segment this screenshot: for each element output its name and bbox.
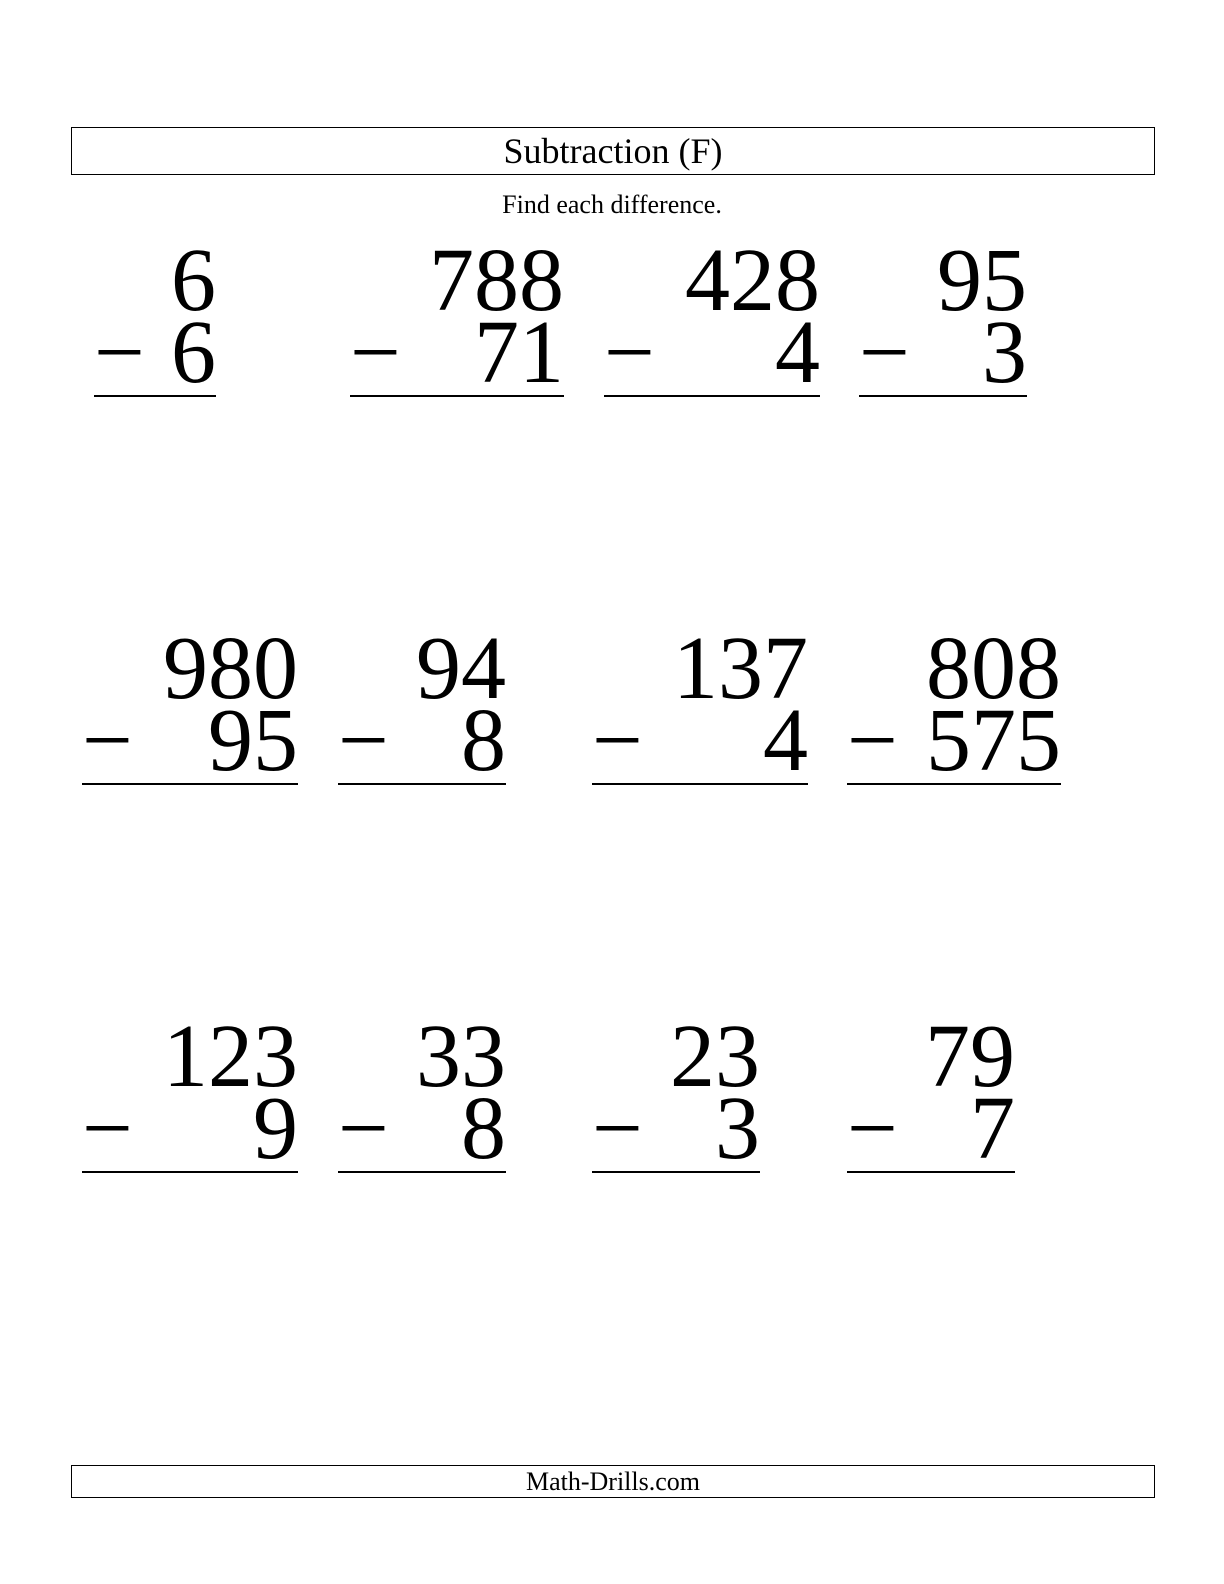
problem-4: [859, 231, 1027, 402]
minuend: 980: [163, 619, 298, 718]
subtrahend: 6: [171, 303, 216, 402]
subtrahend: 4: [775, 303, 820, 402]
minuend: 808: [926, 619, 1061, 718]
minuend: 6: [171, 231, 216, 330]
minus-sign: −: [94, 303, 145, 402]
problem-2: [350, 231, 564, 402]
minus-sign: −: [592, 691, 643, 790]
problem-5: [82, 619, 298, 790]
minus-sign: −: [847, 1079, 898, 1178]
subtrahend: 3: [982, 303, 1027, 402]
subtrahend: 575: [926, 691, 1061, 790]
minuend: 137: [673, 619, 808, 718]
minuend: 23: [670, 1007, 760, 1106]
minus-sign: −: [592, 1079, 643, 1178]
problem-6: [338, 619, 506, 790]
worksheet-title-box: [71, 127, 1155, 175]
minuend: 428: [685, 231, 820, 330]
minus-sign: −: [338, 691, 389, 790]
minuend: 788: [429, 231, 564, 330]
subtrahend: 71: [474, 303, 564, 402]
minus-sign: −: [82, 1079, 133, 1178]
problem-9: [82, 1007, 298, 1178]
minus-sign: −: [338, 1079, 389, 1178]
problem-7: [592, 619, 808, 790]
subtrahend: 9: [253, 1079, 298, 1178]
minuend: 95: [937, 231, 1027, 330]
footer-box: [71, 1465, 1155, 1498]
minus-sign: −: [847, 691, 898, 790]
minuend: 79: [925, 1007, 1015, 1106]
instructions: Find each difference.: [502, 190, 722, 219]
minus-sign: −: [350, 303, 401, 402]
minuend: 33: [416, 1007, 506, 1106]
minus-sign: −: [604, 303, 655, 402]
subtrahend: 8: [461, 1079, 506, 1178]
problem-3: [604, 231, 820, 402]
minus-sign: −: [82, 691, 133, 790]
problem-10: [338, 1007, 506, 1178]
subtrahend: 4: [763, 691, 808, 790]
subtrahend: 8: [461, 691, 506, 790]
minus-sign: −: [859, 303, 910, 402]
minuend: 94: [416, 619, 506, 718]
footer-text: Math-Drills.com: [525, 1466, 701, 1496]
problem-8: [847, 619, 1061, 790]
problem-12: [847, 1007, 1015, 1178]
subtrahend: 95: [208, 691, 298, 790]
problem-1: [94, 231, 216, 402]
problem-11: [592, 1007, 760, 1178]
worksheet-title: Subtraction (F): [503, 131, 723, 171]
subtrahend: 7: [970, 1079, 1015, 1178]
subtrahend: 3: [715, 1079, 760, 1178]
minuend: 123: [163, 1007, 298, 1106]
